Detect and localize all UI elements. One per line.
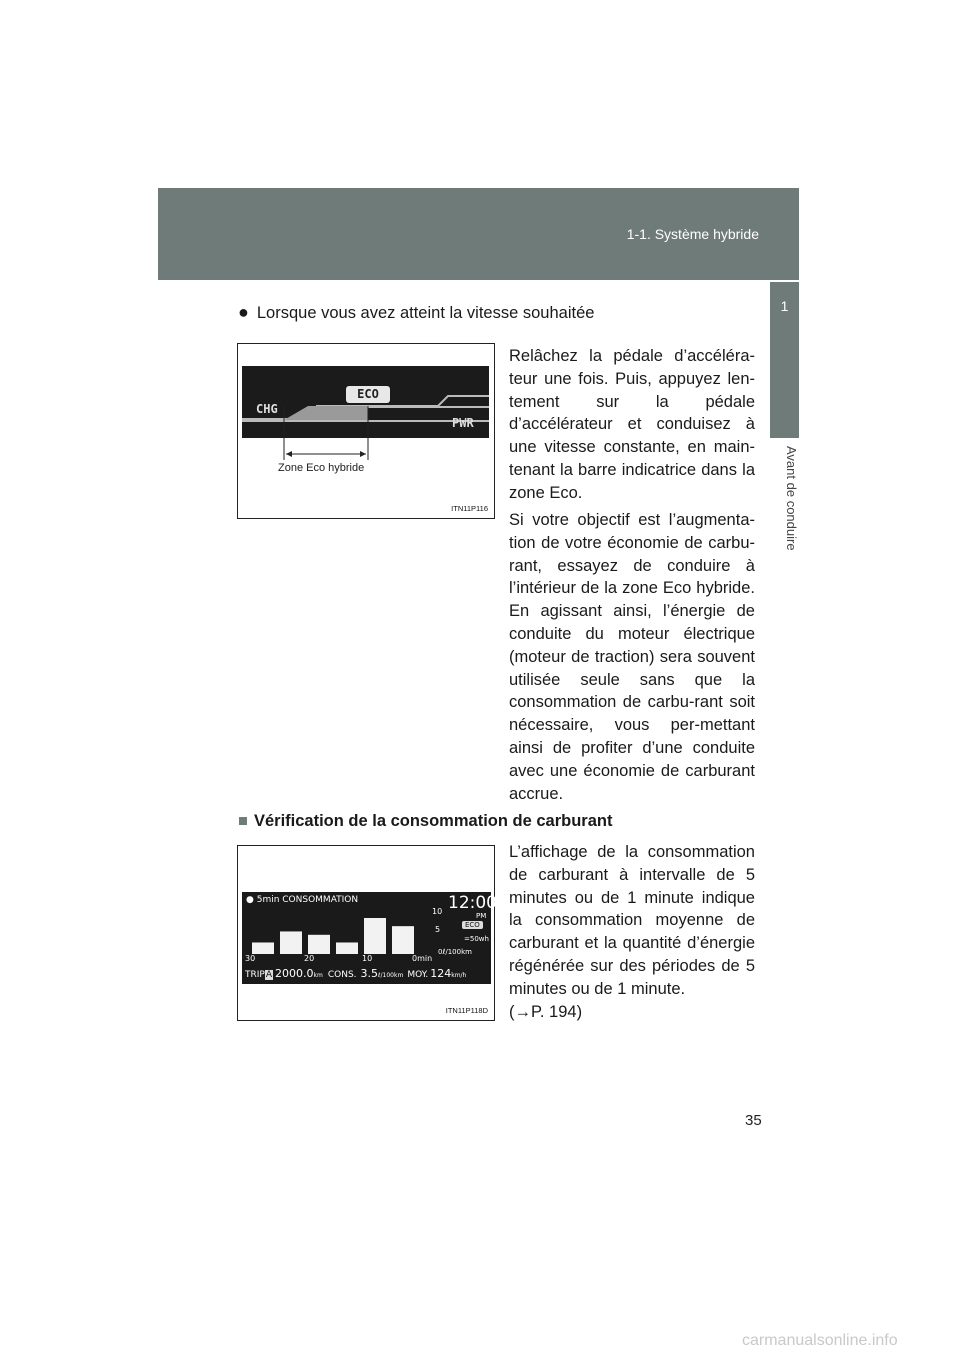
consumption-bar — [280, 931, 302, 954]
cons-unit: ℓ/100km — [378, 972, 404, 979]
chapter-number: 1 — [780, 298, 789, 314]
paragraph-eco-zone: Si votre objectif est l’augmenta-tion de votre économie de carbu-rant, essayez de conduire à l’intérieur de la zone Eco hybride. En agissant ainsi, l’énergie de conduite du moteur électrique (moteur de traction) sera souvent utilisée seule sans que la consommation de carbu-rant soit nécessaire, vous per-mettant ainsi de profiter d’une conduite avec une économie de carburant accrue. — [509, 511, 755, 803]
trip-letter: A — [265, 970, 273, 980]
chg-text: CHG — [256, 402, 278, 416]
consumption-screen — [242, 892, 497, 984]
scale-5: 5 — [435, 925, 441, 934]
bullet-icon: ● — [238, 302, 249, 322]
chapter-tab — [770, 282, 799, 438]
scale-10: 10 — [432, 907, 443, 916]
trip-row — [245, 967, 466, 980]
bullet-heading — [238, 302, 594, 323]
screen-pm: PM — [476, 912, 487, 920]
screen-clock: 12:00 — [448, 893, 497, 913]
moy-unit: km/h — [451, 972, 467, 979]
figure-code: ITN11P116 — [451, 504, 488, 513]
paragraph-consumption — [509, 841, 755, 1023]
consumption-bar — [336, 942, 358, 954]
square-bullet-icon: ■ — [238, 812, 248, 830]
figure-code: ITN11P118D — [445, 1006, 488, 1015]
screen-energy: =50wh — [464, 935, 489, 943]
section-title: 1-1. Système hybride — [626, 226, 759, 242]
hybrid-indicator-illustration — [238, 344, 494, 518]
page-number: 35 — [745, 1112, 762, 1129]
page-reference: (→P. 194) — [509, 1002, 583, 1021]
zone-eco-label: Zone Eco hybride — [278, 462, 365, 474]
moy-value: 124 — [430, 967, 452, 980]
screen-eco-badge: ECO — [462, 921, 483, 929]
odometer-value: 2000.0 — [275, 967, 314, 980]
chapter-label: Avant de conduire — [784, 446, 799, 551]
section-heading-text: Vérification de la consommation de carburant — [253, 812, 613, 830]
odometer-unit: km — [313, 972, 323, 979]
x-label-30: 30 — [245, 954, 256, 963]
consumption-bar — [252, 942, 274, 954]
bullet-text: Lorsque vous avez atteint la vitesse souhaitée — [256, 304, 595, 322]
section-heading — [238, 812, 612, 831]
cons-value: 3.5 — [360, 967, 379, 980]
header-band — [158, 188, 799, 280]
pwr-text: PWR — [452, 416, 474, 430]
moy-label: MOY. — [407, 970, 429, 980]
watermark: carmanualsonline.info — [742, 1332, 898, 1349]
cons-label: CONS. — [327, 970, 357, 980]
x-label-20: 20 — [304, 954, 315, 963]
x-label-10: 10 — [362, 954, 373, 963]
consumption-bar — [308, 935, 330, 954]
x-label-0min: 0min — [412, 954, 433, 963]
hybrid-indicator-figure — [237, 343, 495, 519]
consumption-bars — [248, 894, 428, 956]
trip-label: TRIP — [245, 970, 265, 980]
screen-unit: 0ℓ/100km — [438, 948, 472, 956]
eco-text: ECO — [357, 387, 379, 401]
consumption-text: L’affichage de la consommation de carburant à intervalle de 5 minutes ou de 1 minute indique la consommation moyenne de carburant et la quantité d’énergie régénérée sur des périodes de 5 minutes ou de 1 minute. — [509, 843, 755, 998]
consumption-bar — [364, 918, 386, 954]
paragraph-release-pedal: Relâchez la pédale d’accéléra-teur une fois. Puis, appuyez len-tement sur la pédale d’accélérateur et conduisez à une vitesse constante, en main-tenant la barre indicatrice dans la zone Eco. — [509, 347, 755, 502]
screen-header: ● 5min CONSOMMATION — [246, 895, 359, 905]
consumption-bar — [392, 926, 414, 954]
consumption-figure — [237, 845, 495, 1021]
